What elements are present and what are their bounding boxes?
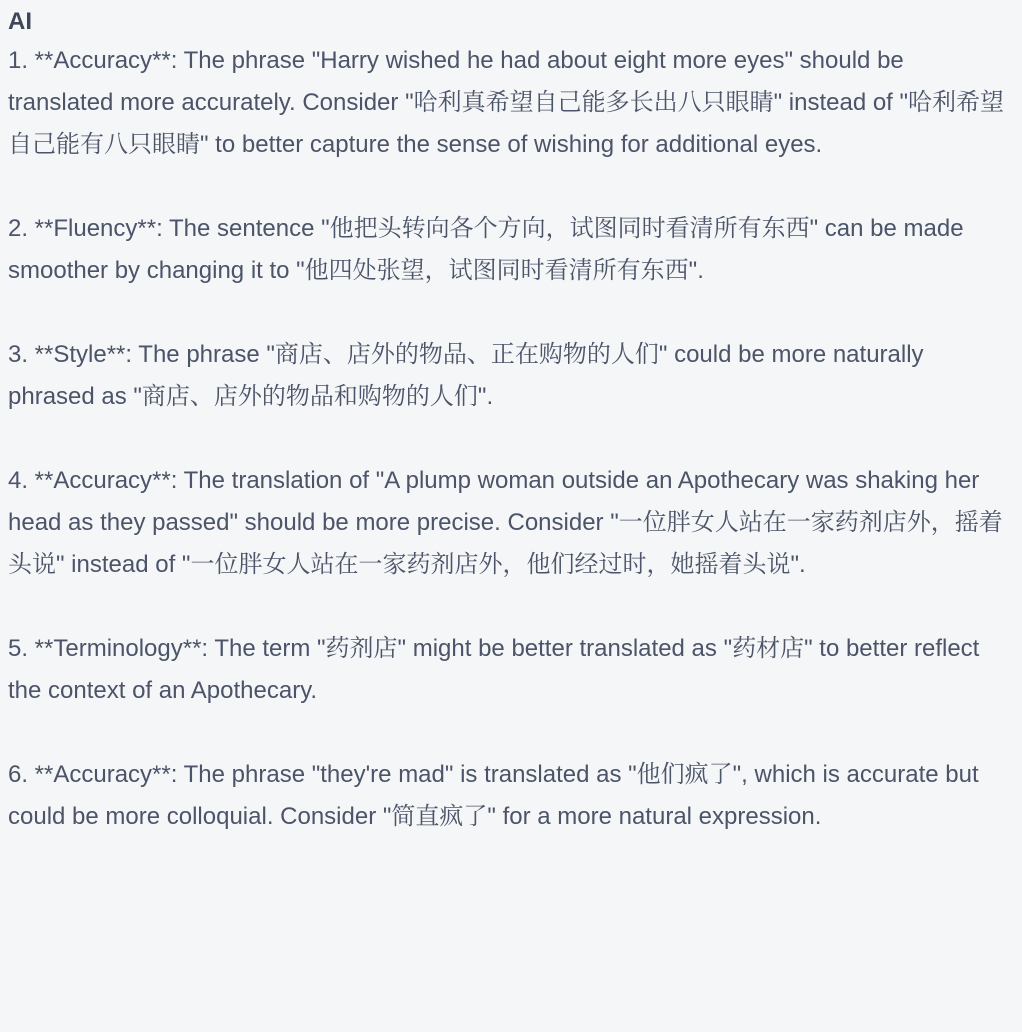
message-paragraph-fluency: 2. **Fluency**: The sentence "他把头转向各个方向，试图同时看清所有东西" can be made smoother by changing it to "他四处张望，试图同时看清所有东西". <box>8 215 971 284</box>
message-paragraph-terminology: 5. **Terminology**: The term "药剂店" might be better translated as "药材店" to better reflect the context of an Apothecary. <box>8 635 987 704</box>
message-paragraph-accuracy-6: 6. **Accuracy**: The phrase "they're mad" is translated as "他们疯了", which is accurate but could be more colloquial. Consider "简直疯了" for a more natural expression. <box>8 761 986 830</box>
message-paragraph-accuracy-4: 4. **Accuracy**: The translation of "A plump woman outside an Apothecary was shaking her head as they passed" should be more precise. Consider "一位胖女人站在一家药剂店外，摇着头说" instead of "一位胖女人站在一家药剂店外，他们经过时，她摇着头说". <box>8 467 1003 578</box>
message-paragraph-style: 3. **Style**: The phrase "商店、店外的物品、正在购物的人们" could be more naturally phrased as "商店、店外的物品和购物的人们". <box>8 341 931 410</box>
sender-label: AI <box>8 8 32 35</box>
message-paragraph-accuracy-1: 1. **Accuracy**: The phrase "Harry wished he had about eight more eyes" should be translated more accurately. Consider "哈利真希望自己能多长出八只眼睛" instead of "哈利希望自己能有八只眼睛" to better capture the sense of wishing for additional eyes. <box>8 47 1005 158</box>
